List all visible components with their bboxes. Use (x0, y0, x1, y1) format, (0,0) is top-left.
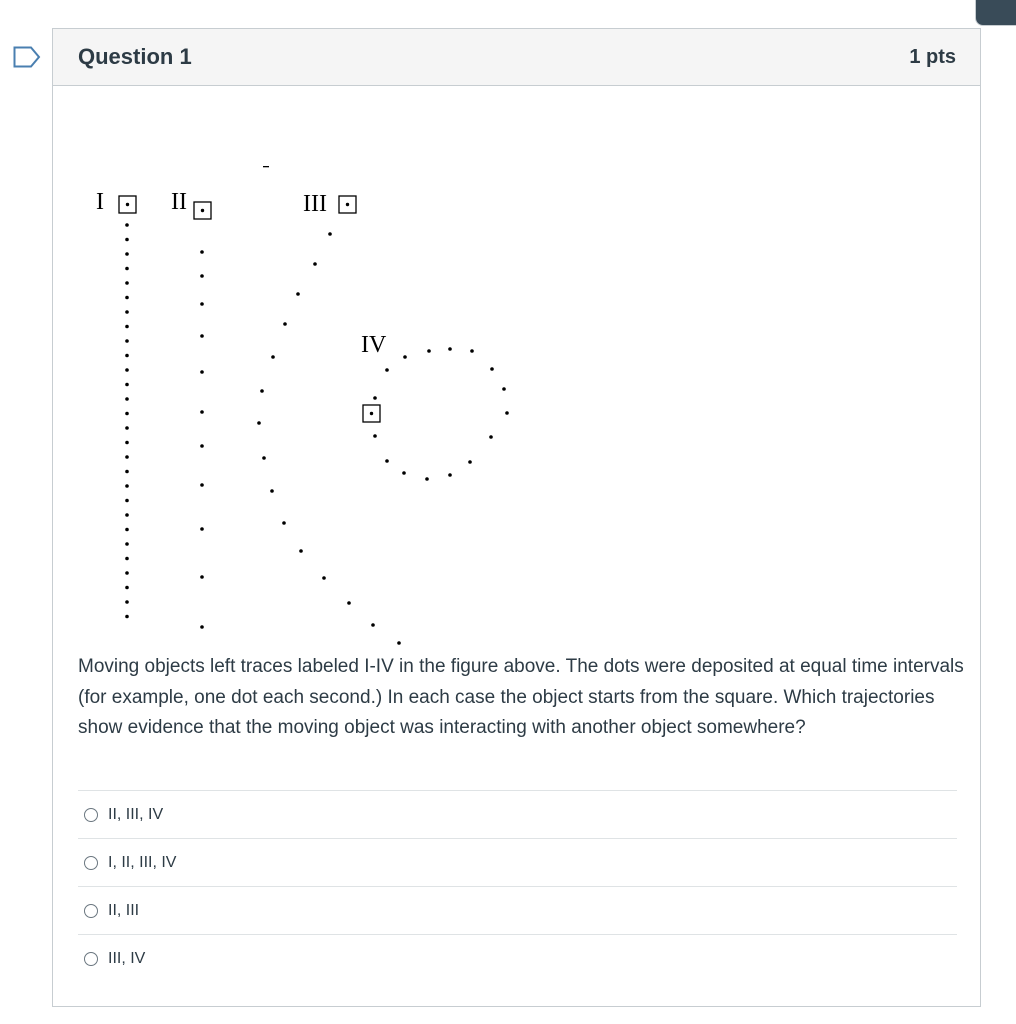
trace-III-dot (283, 322, 287, 326)
trace-I-dot (125, 441, 129, 445)
trace-I-dot (125, 267, 129, 271)
corner-tab[interactable] (975, 0, 1016, 26)
answer-option-2[interactable] (78, 838, 957, 886)
trace-III-dot (282, 521, 286, 525)
trace-IV-dot (505, 411, 509, 415)
trace-III-dot (271, 355, 275, 359)
answer-label: III, IV (108, 949, 146, 967)
trace-I-dot (125, 542, 129, 546)
trace-I-dot (125, 339, 129, 343)
trace-IV-dot (373, 396, 377, 400)
answer-label: II, III (108, 901, 140, 919)
trace-I-dot (125, 281, 129, 285)
trace-III-dot (270, 489, 274, 493)
trace-I-dot (125, 499, 129, 503)
trace-I-dot (125, 354, 129, 358)
radio-button[interactable] (84, 808, 98, 822)
trace-I-dot (125, 426, 129, 430)
trace-I-dot (125, 412, 129, 416)
trace-I-dot (125, 470, 129, 474)
question-title: Question 1 (78, 44, 192, 69)
trace-I-dot (125, 455, 129, 459)
trace-IV-dot (448, 347, 452, 351)
label-IV: IV (361, 332, 387, 358)
trace-IV-dot (385, 368, 389, 372)
trace-III-dot (260, 389, 264, 393)
label-III: III (303, 191, 327, 217)
trace-IV-dot (490, 367, 494, 371)
trace-II-dot (200, 575, 204, 579)
trace-I-dot (125, 557, 129, 561)
trace-II-dot (200, 370, 204, 374)
answer-label: I, II, III, IV (108, 853, 177, 871)
trace-IV-dot (448, 473, 452, 477)
trace-III-dot (313, 262, 317, 266)
trace-I-dot (125, 368, 129, 372)
trace-II-dot (200, 625, 204, 629)
trace-III-dot (262, 456, 266, 460)
trace-I-dot (125, 513, 129, 517)
trace-II-dot (200, 274, 204, 278)
trace-III-dot (257, 421, 261, 425)
radio-button[interactable] (84, 856, 98, 870)
trace-III-dot (322, 576, 326, 580)
trace-III-dot (328, 232, 332, 236)
trace-I-dot (125, 325, 129, 329)
trace-II-dot (200, 444, 204, 448)
trace-III-dot (371, 623, 375, 627)
trace-I-dot (125, 310, 129, 314)
radio-button[interactable] (84, 952, 98, 966)
trace-II-dot (200, 410, 204, 414)
trajectory-figure (53, 86, 980, 666)
trace-IV-dot (402, 471, 406, 475)
trace-I-dot (125, 600, 129, 604)
trace-III-dot (296, 292, 300, 296)
trace-IV-dot (425, 477, 429, 481)
answer-option-4[interactable] (78, 934, 957, 982)
label-II: II (171, 189, 187, 215)
trace-II-dot (200, 250, 204, 254)
trace-IV-dot (502, 387, 506, 391)
trace-II-dot (200, 302, 204, 306)
trace-I-dot (125, 571, 129, 575)
trace-III-dot (397, 641, 401, 645)
answer-list (78, 790, 957, 982)
trace-I-dot (125, 223, 129, 227)
trace-III-dot (299, 549, 303, 553)
trace-IV-dot (385, 459, 389, 463)
radio-button[interactable] (84, 904, 98, 918)
trace-I-dot (125, 238, 129, 242)
flag-question-icon[interactable] (13, 46, 41, 68)
trace-II-dot (200, 483, 204, 487)
trace-III-dot (347, 601, 351, 605)
trace-I-dot (125, 484, 129, 488)
trace-IV-dot (427, 349, 431, 353)
trace-II-dot (200, 334, 204, 338)
answer-label: II, III, IV (108, 805, 164, 823)
trace-IV-dot (403, 355, 407, 359)
answer-option-3[interactable] (78, 886, 957, 934)
question-header (53, 29, 980, 86)
question-card (52, 28, 981, 1007)
question-text: Moving objects left traces labeled I-IV in the figure above. The dots were deposited at equal time intervals (for example, one dot each second.) In each case the object starts from the square. Which trajectories show evidence that the moving object was interacting with another object somewhere? (78, 656, 964, 738)
question-points: 1 pts (909, 45, 956, 68)
trace-IV-dot (468, 460, 472, 464)
trace-IV-dot (489, 435, 493, 439)
trace-I-dot (125, 252, 129, 256)
label-I: I (96, 189, 104, 215)
trace-IV-dot (470, 349, 474, 353)
trace-II-dot (200, 527, 204, 531)
trace-I-dot (125, 397, 129, 401)
trace-I-dot (125, 296, 129, 300)
answer-option-1[interactable] (78, 790, 957, 838)
trace-IV-dot (373, 434, 377, 438)
trace-I-dot (125, 586, 129, 590)
trace-I-dot (125, 383, 129, 387)
trace-I-dot (125, 615, 129, 619)
trace-I-dot (125, 528, 129, 532)
